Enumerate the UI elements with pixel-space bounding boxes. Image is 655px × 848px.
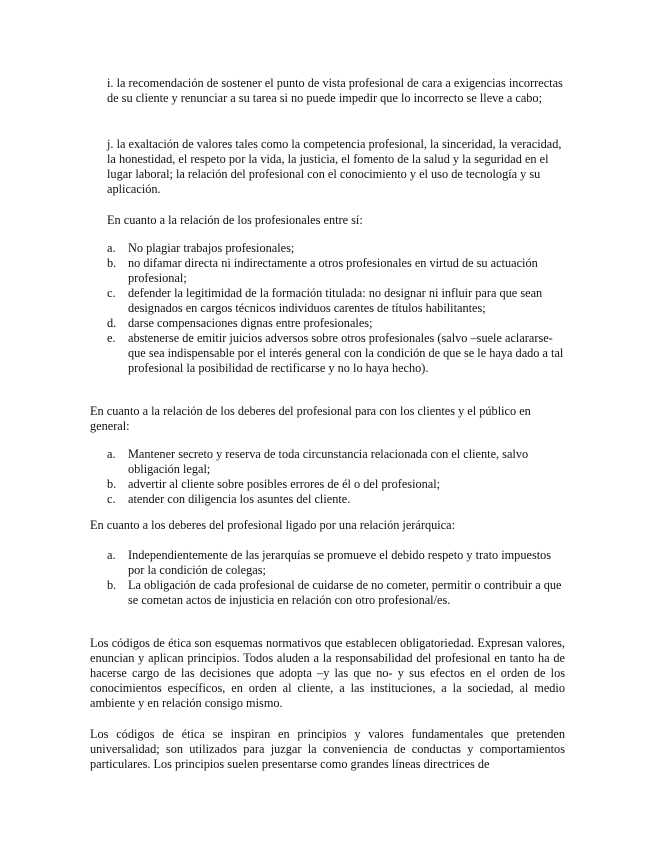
list-item-text: darse compensaciones dignas entre profesionales;	[128, 316, 373, 330]
list-item	[107, 286, 565, 316]
list-item	[107, 331, 565, 376]
list-item-text: La obligación de cada profesional de cuidarse de no cometer, permitir o contribuir a que se cometan actos de injusticia en relación con otro profesional/es.	[128, 578, 562, 607]
list-item	[107, 548, 565, 578]
list-marker: c.	[107, 492, 116, 506]
list-item	[107, 492, 565, 507]
list-item	[107, 578, 565, 608]
list-marker: c.	[107, 286, 116, 300]
heading-clientes-publico: En cuanto a la relación de los deberes del profesional para con los clientes y el público en general:	[90, 404, 531, 433]
paragraph-item-j: j. la exaltación de valores tales como la competencia profesional, la sinceridad, la veracidad, la honestidad, el respeto por la vida, la justicia, el fomento de la salud y la seguridad en el lugar laboral; la relación del profesional con el conocimiento y el uso de tecnología y su aplicación.	[107, 137, 562, 196]
list-item-text: defender la legitimidad de la formación titulada: no designar ni influir para que sean designados en cargos técnicos individuos carentes de títulos habilitantes;	[128, 286, 543, 315]
paragraph-codigos-etica-2: Los códigos de ética se inspiran en principios y valores fundamentales que pretenden universalidad; son utilizados para juzgar la conveniencia de conductas y comportamientos particulares. Los principios suelen presentarse como grandes líneas directrices de	[90, 727, 565, 771]
list-item	[107, 447, 565, 477]
list-marker: b.	[107, 256, 117, 270]
heading-profesionales-entre-si: En cuanto a la relación de los profesionales entre sí:	[107, 213, 363, 227]
list-item-text: Independientemente de las jerarquías se promueve el debido respeto y trato impuestos por la condición de colegas;	[128, 548, 552, 577]
list-marker: e.	[107, 331, 116, 345]
list-item	[107, 256, 565, 286]
list-item-text: Mantener secreto y reserva de toda circunstancia relacionada con el cliente, salvo obligación legal;	[128, 447, 529, 476]
list-marker: a.	[107, 447, 116, 461]
list-item	[107, 477, 565, 492]
list-jerarquica	[107, 548, 565, 608]
list-item-text: atender con diligencia los asuntes del cliente.	[128, 492, 351, 506]
list-marker: b.	[107, 578, 117, 592]
list-marker: a.	[107, 241, 116, 255]
list-item-text: no difamar directa ni indirectamente a otros profesionales en virtud de su actuación profesional;	[128, 256, 538, 285]
list-marker: d.	[107, 316, 117, 330]
list-item-text: abstenerse de emitir juicios adversos sobre otros profesionales (salvo –suele aclararse- que sea indispensable por el interés general con la condición de que se le haya dado a tal profesional la posibilidad de rectificarse y no lo haya hecho).	[128, 331, 564, 375]
list-clientes	[107, 447, 565, 507]
list-item	[107, 316, 565, 331]
list-marker: a.	[107, 548, 116, 562]
paragraph-codigos-etica-1: Los códigos de ética son esquemas normativos que establecen obligatoriedad. Expresan valores, enuncian y aplican principios. Todos aluden a la responsabilidad del profesional en tanto ha de hacerse cargo de las decisiones que adopta –y las que no- y sus efectos en el orden de los conocimientos específicos, en orden al cliente, a las instituciones, a la sociedad, al medio ambiente y en relación consigo mismo.	[90, 636, 565, 710]
list-item-text: advertir al cliente sobre posibles errores de él o del profesional;	[128, 477, 441, 491]
list-profesionales	[107, 241, 565, 376]
paragraph-item-i: i. la recomendación de sostener el punto de vista profesional de cara a exigencias incorrectas de su cliente y renunciar a su tarea si no puede impedir que lo incorrecto se lleve a cabo;	[107, 76, 563, 105]
list-marker: b.	[107, 477, 117, 491]
list-item	[107, 241, 565, 256]
list-item-text: No plagiar trabajos profesionales;	[128, 241, 295, 255]
heading-relacion-jerarquica: En cuanto a los deberes del profesional ligado por una relación jerárquica:	[90, 518, 456, 532]
